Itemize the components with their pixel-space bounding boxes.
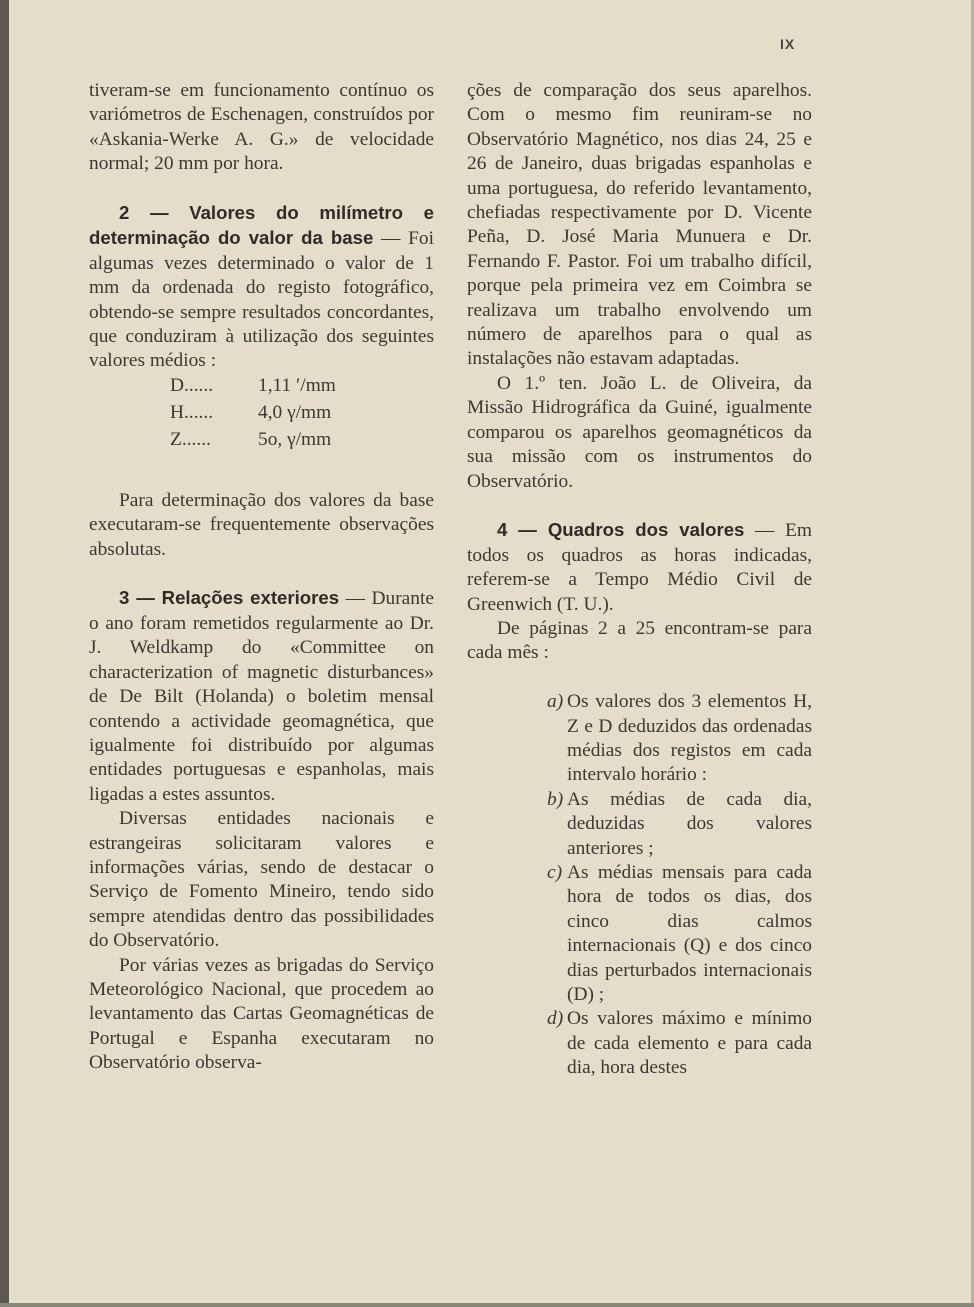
section-3-text: Durante o ano foram remetidos regularmente ao Dr. J. Weldkamp do «Committee on characterization of magnetic disturbances» de De Bilt (Holanda) o boletim mensal contendo a actividade geomagnética, que igualmente foi distribuído por algumas entidades portuguesas e espanholas, mais ligadas a estes assuntos. bbox=[89, 588, 434, 805]
list-item-label: a) bbox=[547, 691, 564, 713]
section-4-text: Em todos os quadros as horas indicadas, referem-se a Tempo Médio Civil de Greenwich (T. U.). bbox=[467, 520, 812, 615]
paragraph-pages: De páginas 2 a 25 encontram-se para cada mês : bbox=[467, 617, 812, 664]
section-3-title: Relações exteriores bbox=[161, 587, 340, 609]
scale-value-row bbox=[170, 428, 434, 455]
paragraph-brigades: Por várias vezes as brigadas do Serviço Meteorológico Nacional, que procedem ao levantamento das Cartas Geomagnéticas de Portugal e Espanha executaram no Observatório observa- bbox=[89, 954, 434, 1074]
section-2-text: Foi algumas vezes determinado o valor de 1 mm da ordenada do registo fotográfico, obtendo-se sempre resultados concordantes, que conduziram à utilização dos seguintes valores médios : bbox=[89, 228, 434, 372]
list-item bbox=[467, 788, 812, 861]
scale-value-row bbox=[170, 401, 434, 428]
list-item-label: d) bbox=[547, 1008, 564, 1030]
section-2-title: Valores do milímetro e determinação do valor da base bbox=[89, 202, 434, 249]
left-column bbox=[89, 79, 434, 1076]
paragraph-entities: Diversas entidades nacionais e estrangeiras solicitaram valores e informações várias, sendo de destacar o Serviço de Fomento Mineiro, tendo sido sempre atendidas dentro das possibilidades do Observatório. bbox=[89, 808, 434, 952]
page-edge-bottom bbox=[0, 1303, 974, 1307]
section-4: 4 — Quadros dos valores — Em todos os quadros as horas indicadas, referem-se a Tempo Médio Civil de Greenwich (T. U.). bbox=[467, 519, 812, 615]
scale-values-table bbox=[170, 374, 434, 455]
page-number: IX bbox=[780, 36, 796, 52]
section-4-title: Quadros dos valores bbox=[547, 519, 745, 541]
section-2: 2 — Valores do milímetro e determinação do valor da base — Foi algumas vezes determinado o valor de 1 mm da ordenada do registo fotográfico, obtendo-se sempre resultados concordantes, que conduziram à utilização dos seguintes valores médios : bbox=[89, 202, 434, 372]
list-item-text: Os valores máximo e mínimo de cada elemento e para cada dia, hora destes bbox=[567, 1008, 812, 1079]
scale-value: 5o, γ/mm bbox=[258, 428, 332, 450]
paragraph-guinea-mission: O 1.º ten. João L. de Oliveira, da Missão Hidrográfica da Guiné, igualmente comparou os aparelhos geomagnéticos da sua missão com os instrumentos do Observatório. bbox=[467, 372, 812, 492]
list-item bbox=[467, 690, 812, 788]
list-item-label: b) bbox=[547, 788, 564, 810]
scale-value: 1,11 ′/mm bbox=[258, 374, 336, 396]
list-item bbox=[467, 1007, 812, 1080]
paragraph-continuation: tiveram-se em funcionamento contínuo os variómetros de Eschenagen, construídos por «Askania-Werke A. G.» de velocidade normal; 20 mm por hora. bbox=[89, 80, 434, 175]
section-4-number: 4 bbox=[497, 519, 508, 541]
scale-value: 4,0 γ/mm bbox=[258, 401, 332, 423]
scale-value-row bbox=[170, 374, 434, 401]
paragraph-base: Para determinação dos valores da base executaram-se frequentemente observações absolutas. bbox=[89, 489, 434, 560]
section-2-number: 2 bbox=[119, 202, 130, 224]
list-item-text: Os valores dos 3 elementos H, Z e D deduzidos das ordenadas médias dos registos em cada intervalo horário : bbox=[567, 691, 812, 786]
paragraph-comparisons: ções de comparação dos seus aparelhos. Com o mesmo fim reuniram-se no Observatório Magnético, nos dias 24, 25 e 26 de Janeiro, duas brigadas espanholas e uma portuguesa, do referido levantamento, chefiadas respectivamente por D. Vicente Peña, D. José Maria Munuera e Dr. Fernando F. Pastor. Foi um trabalho difícil, porque pela primeira vez em Coimbra se realizava um trabalho envolvendo um número de aparelhos para o qual as instalações não estavam adaptadas. bbox=[467, 80, 812, 370]
section-3: 3 — Relações exteriores — Durante o ano foram remetidos regularmente ao Dr. J. Weldkamp do «Committee on characterization of magnetic disturbances» de De Bilt (Holanda) o boletim mensal contendo a actividade geomagnética, que igualmente foi distribuído por algumas entidades portuguesas e espanholas, mais ligadas a estes assuntos. bbox=[89, 587, 434, 805]
list-item-text: As médias de cada dia, deduzidas dos valores anteriores ; bbox=[567, 788, 812, 859]
section-3-number: 3 bbox=[119, 587, 130, 609]
scale-value-key: D...... bbox=[170, 374, 214, 396]
list-item bbox=[467, 861, 812, 1007]
scale-value-key: H...... bbox=[170, 401, 214, 423]
binding-edge bbox=[0, 0, 9, 1307]
list-item-text: As médias mensais para cada hora de todos os dias, dos cinco dias calmos internacionais (Q) e dos cinco dias perturbados internacionais (D) ; bbox=[567, 861, 812, 1005]
list-item-label: c) bbox=[547, 861, 563, 883]
right-column bbox=[467, 79, 812, 1081]
scale-value-key: Z...... bbox=[170, 428, 211, 450]
